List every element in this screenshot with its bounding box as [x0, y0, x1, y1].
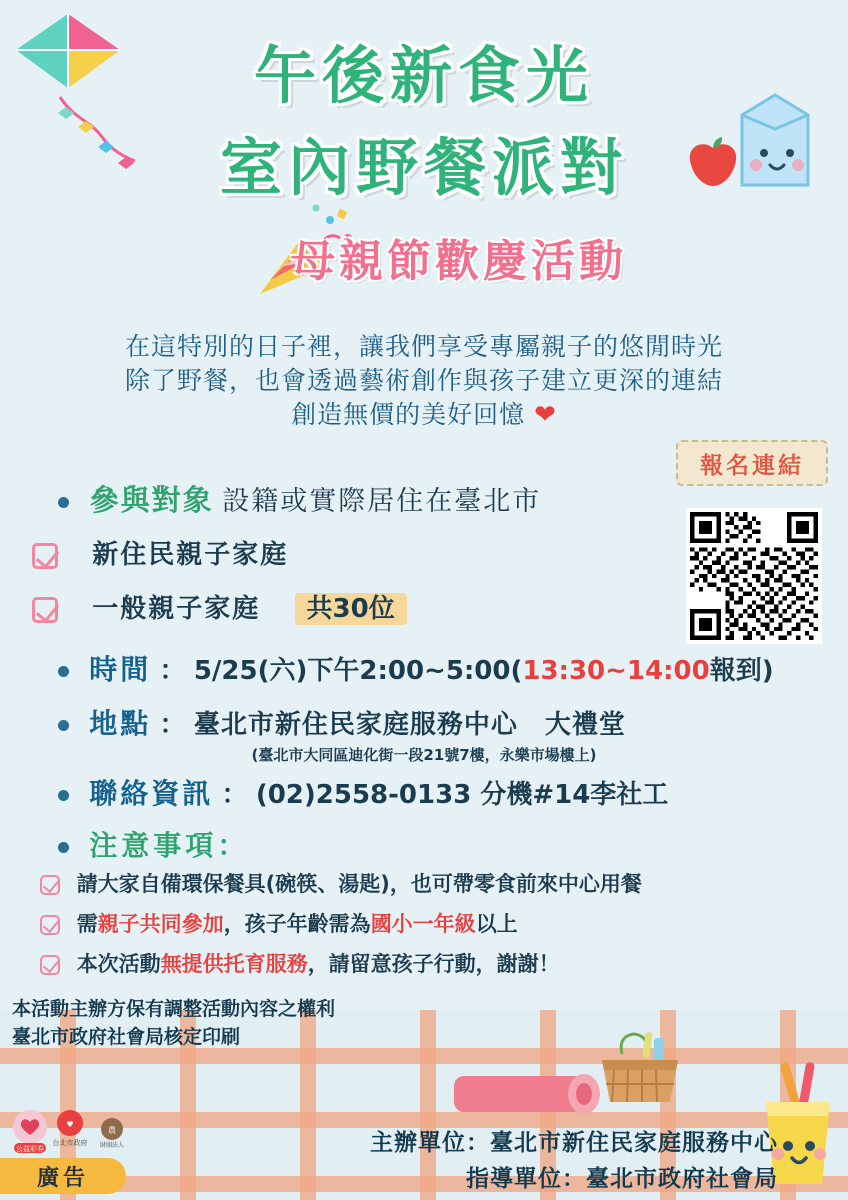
notice-header-row: [58, 824, 249, 864]
time-value: 5/25(六)下午2:00~5:00(: [193, 656, 523, 686]
notice-label: 注意事項：: [89, 829, 250, 862]
contact-label: 聯絡資訊: [89, 777, 214, 810]
notice-item-text-2: ，孩子年齡需為: [223, 912, 371, 936]
notice-item-text-2: ，請留意孩子行動，謝謝！: [307, 952, 560, 976]
notice-item-text: 需: [76, 912, 98, 936]
bullet-dot-icon: [58, 666, 69, 677]
target-check-1-label: 新住民親子家庭: [92, 540, 289, 570]
intro-line-3-text: 創造無價的美好回憶: [291, 400, 526, 429]
checkbox-icon[interactable]: [32, 543, 58, 569]
bullet-dot-icon: [58, 497, 69, 508]
svg-text:財團法人: 財團法人: [99, 1142, 125, 1149]
time-row: [58, 648, 774, 688]
svg-text:農: 農: [108, 1126, 116, 1135]
target-check-2-row: [32, 588, 407, 625]
place-label: 地點: [89, 707, 152, 740]
time-value-tail: 報到): [709, 656, 774, 686]
time-separator: ：: [159, 656, 186, 686]
footer-note-2: 臺北市政府社會局核定印刷: [12, 1026, 241, 1048]
target-check-2-label: 一般親子家庭: [92, 594, 261, 624]
bullet-dot-icon: [58, 790, 69, 801]
qr-code-image: [690, 512, 818, 640]
register-link-button[interactable]: 報名連結: [676, 440, 828, 486]
blanket-stripe: [420, 1010, 436, 1200]
footer-note-1: 本活動主辦方保有調整活動內容之權利: [12, 998, 336, 1020]
checkbox-icon[interactable]: [40, 955, 60, 975]
target-text: 設籍或實際居住在臺北市: [222, 486, 542, 517]
intro-line-1: 在這特別的日子裡，讓我們享受專屬親子的悠閒時光: [124, 332, 723, 361]
notice-item: [40, 868, 642, 898]
notice-item-highlight-2: 國小一年級: [370, 912, 476, 936]
notice-item: [40, 948, 560, 978]
intro-line-2: 除了野餐，也會透過藝術創作與孩子建立更深的連結: [124, 366, 723, 395]
notice-item-highlight: 無提供托育服務: [160, 952, 308, 976]
intro-paragraph: [0, 330, 848, 432]
time-label: 時間: [89, 653, 152, 686]
svg-text:台北市政府: 台北市政府: [52, 1139, 88, 1147]
capacity-badge: 共30位: [295, 593, 407, 625]
notice-item-text: 請大家自備環保餐具(碗筷、湯匙)，也可帶零食前來中心用餐: [76, 872, 642, 896]
bullet-dot-icon: [58, 842, 69, 853]
contact-row: [58, 772, 668, 812]
checkbox-icon[interactable]: [32, 597, 58, 623]
bullet-dot-icon: [58, 720, 69, 731]
contact-value: (02)2558-0133 分機#14李社工: [255, 780, 669, 810]
blanket-stripe: [300, 1010, 316, 1200]
place-row: [58, 702, 626, 742]
target-row: [58, 478, 541, 519]
target-check-1-row: [32, 534, 288, 571]
poster-title-line2: 室內野餐派對: [219, 131, 628, 204]
svg-text:♥: ♥: [66, 1120, 74, 1129]
time-value-checkin: 13:30~14:00: [522, 656, 710, 686]
notice-item-highlight: 親子共同參加: [97, 912, 224, 936]
notice-item: [40, 908, 518, 938]
contact-separator: ：: [221, 780, 248, 810]
ad-badge: 廣告: [0, 1158, 126, 1194]
place-address: (臺北市大同區迪化街一段21號7樓，永樂市場樓上): [251, 746, 597, 764]
checkbox-icon[interactable]: [40, 915, 60, 935]
svg-text:公益彩券: 公益彩券: [16, 1145, 44, 1153]
picnic-basket-icon: [592, 1028, 688, 1106]
notice-item-text-3: 以上: [475, 912, 518, 936]
supervisor-line: 指導單位：臺北市政府社會局: [466, 1166, 778, 1192]
organizer-line: 主辦單位：臺北市新住民家庭服務中心: [370, 1130, 778, 1156]
place-value: 臺北市新住民家庭服務中心 大禮堂: [193, 710, 626, 740]
notice-item-text: 本次活動: [76, 952, 161, 976]
place-separator: ：: [159, 710, 186, 740]
picnic-mat-icon: [448, 1060, 608, 1122]
heart-icon: ❤: [534, 400, 557, 430]
qr-code[interactable]: [686, 508, 822, 644]
poster-title-line1: 午後新食光: [253, 39, 594, 112]
sponsor-logos: [8, 1105, 188, 1155]
intro-line-3: [0, 398, 848, 432]
checkbox-icon[interactable]: [40, 875, 60, 895]
target-label: 參與對象: [89, 483, 214, 517]
poster-subtitle: 母親節歡慶活動: [291, 236, 627, 287]
